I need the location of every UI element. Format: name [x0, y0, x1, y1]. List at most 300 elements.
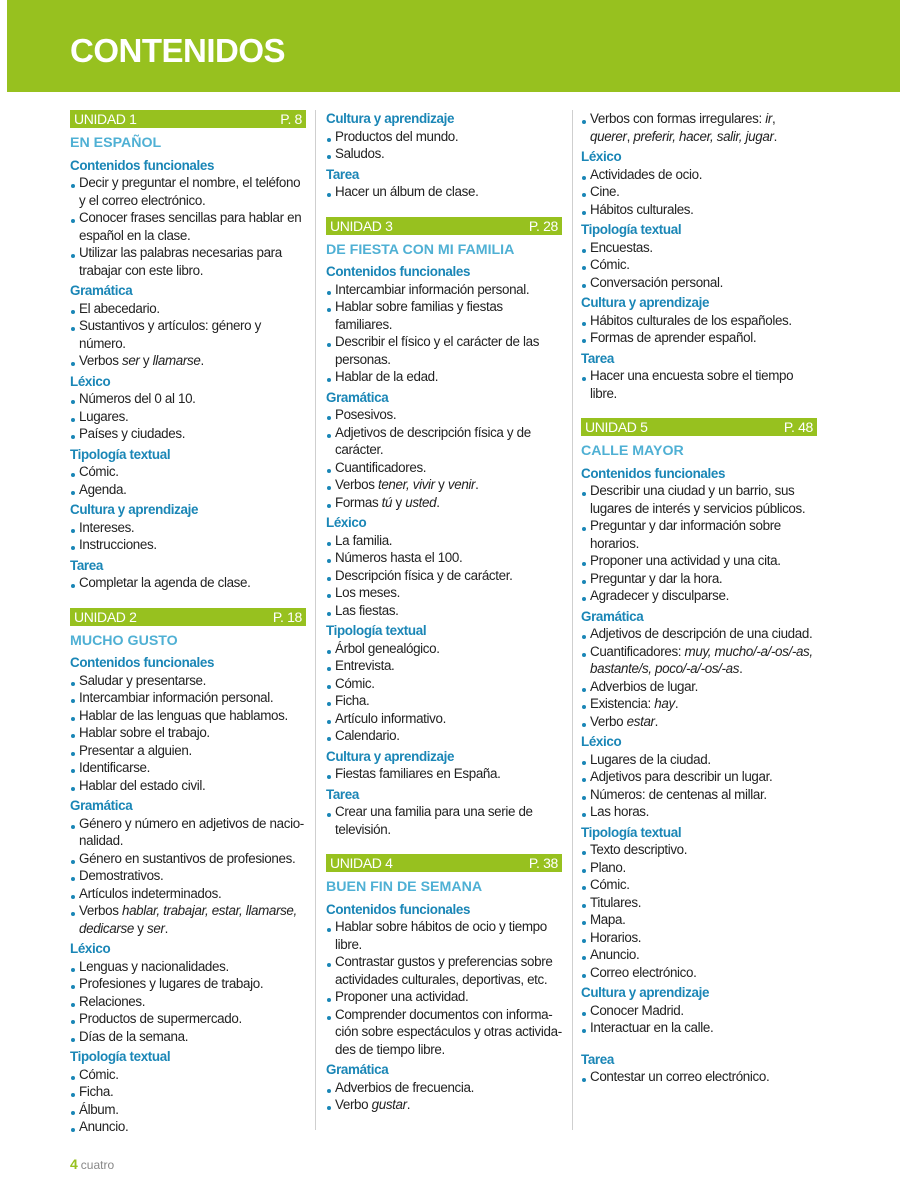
item-text: Crear una familia para una serie de televisión. [335, 804, 533, 837]
unit-title: BUEN FIN DE SEMANA [326, 879, 483, 895]
item-text: . [773, 128, 777, 144]
content-section [581, 148, 817, 218]
item-text: Saludos. [335, 146, 385, 161]
item-text: Intereses. [79, 519, 135, 535]
list-item [70, 574, 306, 592]
item-text: Verbo [590, 713, 627, 729]
item-text: Las horas. [590, 804, 650, 819]
italic-text: ser [121, 353, 140, 368]
item-text: . [436, 494, 440, 510]
item-text: . [164, 920, 168, 936]
item-text: Hablar del estado civil. [79, 777, 206, 793]
unit-header-bar[interactable] [326, 854, 562, 872]
section-heading: Tarea [326, 166, 359, 182]
list-item [70, 425, 306, 443]
content-section [581, 465, 817, 605]
item-text: Hablar sobre familias y fiestas familiares. [335, 299, 503, 332]
list-item [326, 803, 562, 838]
item-text: Días de la semana. [79, 1028, 189, 1044]
content-section [581, 608, 817, 731]
list-item [326, 602, 562, 620]
section-heading: Cultura y aprendizaje [581, 295, 710, 310]
list-item [326, 918, 562, 953]
section-heading: Cultura y aprendizaje [326, 111, 455, 126]
page-title: CONTENIDOS [70, 32, 286, 69]
item-text: Cine. [590, 184, 620, 199]
list-item [326, 333, 562, 368]
section-heading: Cultura y aprendizaje [70, 502, 199, 517]
unit-header-bar[interactable] [70, 110, 306, 128]
item-text: Correo electrónico. [590, 964, 697, 980]
list-item [581, 166, 817, 184]
italic-text: querer [590, 128, 627, 144]
item-text: . [674, 696, 679, 711]
list-item [70, 1066, 306, 1084]
list-item [326, 281, 562, 299]
item-text: Adjetivos de descripción de una ciudad. [590, 626, 813, 641]
list-item [326, 549, 562, 567]
list-item [70, 174, 306, 209]
list-item [326, 675, 562, 693]
item-text: Texto descriptivo. [590, 842, 688, 857]
column-divider [315, 110, 316, 1130]
item-text: y [434, 477, 448, 492]
item-text: Cómic. [79, 464, 119, 479]
list-item [581, 1019, 817, 1037]
item-text: Cómic. [590, 877, 630, 892]
item-text: Conocer Madrid. [590, 1002, 684, 1018]
list-item [581, 643, 817, 678]
unit-page-link[interactable]: P. 18 [272, 608, 302, 625]
item-text: Preguntar y dar la hora. [590, 570, 723, 586]
item-text: Sustantivos y artículos: género y número. [79, 318, 261, 351]
item-text: , [771, 111, 776, 126]
unit-page-link[interactable]: P. 8 [280, 111, 302, 127]
page-number: 4 [70, 1156, 78, 1172]
content-section [581, 350, 817, 403]
item-text: Entrevista. [335, 658, 395, 673]
item-text: Cómic. [79, 1066, 119, 1082]
list-item [70, 867, 306, 885]
list-item [70, 209, 306, 244]
list-item [581, 678, 817, 696]
list-item [581, 964, 817, 982]
content-section [70, 501, 306, 554]
item-text: Mapa. [590, 912, 626, 927]
item-text: Las fiestas. [335, 602, 399, 618]
list-item [70, 1118, 306, 1136]
section-heading: Léxico [581, 149, 622, 164]
italic-text: preferir, hacer, salir, jugar [633, 128, 774, 144]
item-text: Presentar a alguien. [79, 742, 192, 758]
list-item [581, 329, 817, 347]
list-item [581, 256, 817, 274]
item-text: Álbum. [79, 1101, 119, 1117]
list-item [581, 929, 817, 947]
item-text: y [392, 494, 406, 510]
item-text: Verbos [79, 903, 122, 918]
item-text: Cuantificadores: [590, 643, 685, 659]
content-section [70, 557, 306, 592]
item-text: y [133, 920, 148, 936]
list-item [70, 902, 306, 937]
list-item [326, 988, 562, 1006]
list-item [326, 494, 562, 512]
item-text: Cuantificadores. [335, 459, 427, 475]
item-text: Titulares. [590, 894, 642, 910]
section-heading: Contenidos funcionales [581, 465, 726, 481]
unit-title: CALLE MAYOR [581, 443, 684, 459]
contents-column-2 [326, 110, 562, 1114]
content-section [581, 221, 817, 291]
item-text: Verbos con formas irregulares: [590, 111, 766, 126]
unit-title: EN ESPAÑOL [70, 135, 162, 151]
list-item [70, 352, 306, 370]
column-divider [572, 110, 573, 1130]
list-item [70, 1101, 306, 1119]
list-item [326, 692, 562, 710]
item-text: Hablar de las lenguas que hablamos. [79, 707, 288, 723]
content-section [581, 110, 817, 145]
list-item [581, 768, 817, 786]
content-section [326, 514, 562, 619]
content-section [581, 294, 817, 347]
item-text: Calendario. [335, 728, 400, 743]
item-text: Horarios. [590, 929, 642, 945]
item-text: Productos de supermercado. [79, 1011, 242, 1026]
content-section [326, 748, 562, 783]
item-text: Adverbios de lugar. [590, 678, 698, 694]
item-text: Profesiones y lugares de trabajo. [79, 976, 264, 991]
item-text: Ficha. [79, 1084, 114, 1099]
content-section [326, 166, 562, 201]
list-item [70, 317, 306, 352]
list-item [326, 532, 562, 550]
list-item [581, 841, 817, 859]
section-heading: Léxico [581, 734, 622, 749]
list-item [326, 1096, 562, 1114]
unit-label: UNIDAD 2 [74, 608, 137, 625]
section-heading: Contenidos funcionales [70, 157, 215, 173]
unit-label: UNIDAD 1 [74, 111, 137, 127]
item-text: Cómic. [335, 675, 375, 691]
item-text: Descripción física y de carácter. [335, 567, 513, 583]
list-item [70, 885, 306, 903]
section-heading: Tarea [326, 786, 359, 802]
list-item [581, 201, 817, 219]
section-heading: Gramática [326, 389, 389, 405]
list-item [581, 239, 817, 257]
list-item [326, 584, 562, 602]
item-text: Contrastar gustos y preferencias sobre actividades culturales, deportivas, etc. [335, 954, 553, 987]
item-text: Describir una ciudad y un barrio, sus lugares de interés y servicios públicos. [590, 483, 806, 516]
list-item [581, 859, 817, 877]
item-text: Preguntar y dar información sobre horarios. [590, 518, 781, 551]
item-text: Género en sustantivos de profesiones. [79, 850, 296, 866]
list-item [70, 481, 306, 499]
item-text: Árbol genealógico. [335, 640, 440, 656]
list-item [581, 274, 817, 292]
item-text: Completar la agenda de clase. [79, 575, 251, 590]
list-item [581, 482, 817, 517]
item-text: Intercambiar información personal. [335, 281, 530, 297]
section-heading: Tipología textual [70, 446, 171, 462]
section-heading: Tipología textual [581, 824, 682, 840]
section-heading: Contenidos funcionales [326, 264, 471, 279]
list-item [70, 689, 306, 707]
list-item [326, 657, 562, 675]
list-item [70, 244, 306, 279]
item-text: Verbo [335, 1097, 372, 1112]
list-item [326, 424, 562, 459]
list-item [70, 463, 306, 481]
content-section [70, 157, 306, 280]
item-text: Posesivos. [335, 407, 397, 422]
item-text: Conocer frases sencillas para hablar en español en la clase. [79, 210, 302, 243]
list-item [326, 640, 562, 658]
header-banner [7, 0, 900, 92]
list-item [326, 368, 562, 386]
italic-text: ir [765, 111, 772, 126]
item-text: Adverbios de frecuencia. [335, 1079, 474, 1095]
item-text: Plano. [590, 859, 626, 875]
section-heading: Tipología textual [70, 1049, 171, 1064]
section-heading: Gramática [70, 798, 133, 813]
unit-header-bar[interactable] [326, 217, 562, 235]
contents-column-3 [581, 110, 817, 1086]
list-item [70, 672, 306, 690]
list-item [70, 850, 306, 868]
list-item [326, 727, 562, 745]
item-text: Adjetivos para describir un lugar. [590, 769, 773, 784]
item-text: Los meses. [335, 585, 400, 600]
unit-header-bar[interactable] [70, 608, 306, 626]
item-text: Países y ciudades. [79, 426, 186, 441]
italic-text: hablar, trabajar, estar, llamarse, dedicarse [79, 903, 297, 936]
item-text: Números hasta el 100. [335, 550, 463, 565]
content-section [581, 984, 817, 1037]
item-text: Decir y preguntar el nombre, el teléfono y el correo electrónico. [79, 175, 301, 208]
list-item [581, 1068, 817, 1086]
list-item [581, 751, 817, 769]
unit-title: DE FIESTA CON MI FAMILIA [326, 241, 515, 258]
item-text: Demostrativos. [79, 868, 164, 883]
content-section [70, 940, 306, 1045]
section-heading: Gramática [326, 1062, 389, 1077]
list-item [581, 625, 817, 643]
unit-label: UNIDAD 4 [330, 855, 393, 871]
list-item [326, 1006, 562, 1059]
content-section [70, 654, 306, 794]
item-text: Verbos [79, 353, 122, 368]
section-heading: Léxico [326, 515, 367, 530]
page-footer [70, 1156, 114, 1172]
content-section [70, 797, 306, 937]
list-item [70, 975, 306, 993]
unit-label: UNIDAD 3 [330, 217, 393, 234]
list-item [581, 713, 817, 731]
content-section [326, 389, 562, 512]
item-text: La familia. [335, 532, 393, 548]
list-item [581, 894, 817, 912]
list-item [581, 552, 817, 570]
item-text: Identificarse. [79, 760, 151, 775]
item-text: Hábitos culturales de los españoles. [590, 312, 792, 328]
item-text: Interactuar en la calle. [590, 1020, 714, 1035]
section-heading: Tipología textual [326, 623, 427, 638]
item-text: . [654, 713, 659, 729]
item-text: Productos del mundo. [335, 128, 459, 144]
item-text: Describir el físico y el carácter de las personas. [335, 334, 540, 367]
content-section [581, 1051, 817, 1086]
item-text: Fiestas familiares en España. [335, 766, 501, 781]
item-text: Hacer una encuesta sobre el tiempo libre. [590, 368, 794, 401]
list-item [581, 110, 817, 145]
list-item [326, 128, 562, 146]
item-text: Verbos [335, 477, 378, 492]
content-section [326, 1061, 562, 1114]
item-text: Agradecer y disculparse. [590, 588, 729, 603]
item-text: . [739, 661, 743, 676]
content-section [326, 622, 562, 745]
content-section [326, 110, 562, 163]
content-section [581, 824, 817, 982]
item-text: Agenda. [79, 481, 127, 497]
content-section [70, 1048, 306, 1136]
content-section [326, 263, 562, 386]
list-item [581, 367, 817, 402]
italic-text: estar [626, 713, 655, 729]
item-text: Saludar y presentarse. [79, 672, 207, 688]
unit-page-link[interactable]: P. 48 [783, 419, 813, 435]
list-item [326, 1079, 562, 1097]
item-text: Conversación personal. [590, 274, 723, 290]
list-item [70, 724, 306, 742]
content-section [70, 373, 306, 443]
item-text: Hacer un álbum de clase. [335, 184, 479, 199]
content-section [70, 282, 306, 370]
unit-title: MUCHO GUSTO [70, 632, 178, 649]
unit-page-link[interactable]: P. 28 [528, 217, 558, 234]
section-heading: Léxico [70, 941, 111, 956]
unit-header-bar[interactable] [581, 418, 817, 436]
italic-text: venir [447, 477, 476, 492]
italic-text: tú [381, 494, 393, 510]
unit-page-link[interactable]: P. 38 [528, 855, 558, 871]
list-item [70, 759, 306, 777]
italic-text: tener, vivir [377, 477, 435, 492]
list-item [581, 876, 817, 894]
italic-text: hay [654, 696, 675, 711]
content-section [581, 733, 817, 821]
item-text: Género y número en adjetivos de nacio-nalidad. [79, 815, 304, 848]
section-heading: Cultura y aprendizaje [581, 985, 710, 1000]
item-text: El abecedario. [79, 300, 160, 316]
item-text: Formas [335, 494, 382, 510]
section-heading: Tarea [581, 1051, 614, 1067]
italic-text: ser [147, 920, 165, 936]
list-item [70, 707, 306, 725]
list-item [70, 1028, 306, 1046]
list-item [70, 993, 306, 1011]
item-text: Números del 0 al 10. [79, 391, 196, 406]
list-item [581, 911, 817, 929]
list-item [70, 958, 306, 976]
item-text: Proponer una actividad. [335, 989, 469, 1004]
item-text: Contestar un correo electrónico. [590, 1069, 770, 1084]
list-item [581, 570, 817, 588]
list-item [326, 953, 562, 988]
section-heading: Contenidos funcionales [326, 901, 471, 917]
item-text: Hablar sobre hábitos de ocio y tiempo libre. [335, 919, 547, 952]
item-text: Existencia: [590, 696, 655, 711]
list-item [70, 1083, 306, 1101]
item-text: Artículos indeterminados. [79, 885, 222, 901]
list-item [326, 476, 562, 494]
list-item [326, 298, 562, 333]
item-text: Lugares. [79, 408, 129, 424]
list-item [581, 183, 817, 201]
contents-column-1 [70, 110, 306, 1136]
italic-text: llamarse [152, 353, 201, 368]
item-text: Ficha. [335, 693, 370, 708]
section-heading: Cultura y aprendizaje [326, 748, 455, 764]
item-text: , [626, 128, 634, 144]
list-item [326, 459, 562, 477]
section-heading: Léxico [70, 373, 111, 389]
item-text: Comprender documentos con informa-ción sobre espectáculos y otras activida-des de tiempo libre. [335, 1006, 562, 1057]
item-text: Proponer una actividad y una cita. [590, 553, 781, 568]
item-text: Números: de centenas al millar. [590, 786, 767, 802]
italic-text: muy, mucho/-a/-os/-as, bastante/s, poco/-a/-os/-as [590, 643, 813, 676]
item-text: Actividades de ocio. [590, 166, 703, 182]
item-text: Relaciones. [79, 993, 146, 1009]
list-item [70, 742, 306, 760]
item-text: Hablar de la edad. [335, 369, 439, 384]
unit-label: UNIDAD 5 [585, 419, 648, 435]
item-text: . [475, 477, 479, 492]
item-text: Hábitos culturales. [590, 201, 694, 217]
item-text: Cómic. [590, 257, 630, 272]
item-text: . [406, 1097, 411, 1112]
section-heading: Gramática [581, 608, 644, 624]
section-heading: Tipología textual [581, 222, 682, 237]
list-item [326, 406, 562, 424]
list-item [70, 815, 306, 850]
list-item [581, 803, 817, 821]
list-item [581, 786, 817, 804]
list-item [326, 710, 562, 728]
list-item [70, 300, 306, 318]
item-text: Lenguas y nacionalidades. [79, 958, 229, 974]
italic-text: usted [405, 494, 437, 510]
list-item [581, 1002, 817, 1020]
list-item [581, 517, 817, 552]
list-item [581, 695, 817, 713]
content-section [70, 446, 306, 499]
list-item [70, 408, 306, 426]
list-item [581, 946, 817, 964]
section-heading: Contenidos funcionales [70, 655, 215, 670]
section-heading: Tarea [70, 557, 103, 573]
content-section [326, 786, 562, 839]
list-item [70, 1010, 306, 1028]
content-section [326, 901, 562, 1059]
section-heading: Gramática [70, 283, 133, 298]
list-item [326, 567, 562, 585]
item-text: Anuncio. [79, 1119, 129, 1134]
list-item [70, 536, 306, 554]
